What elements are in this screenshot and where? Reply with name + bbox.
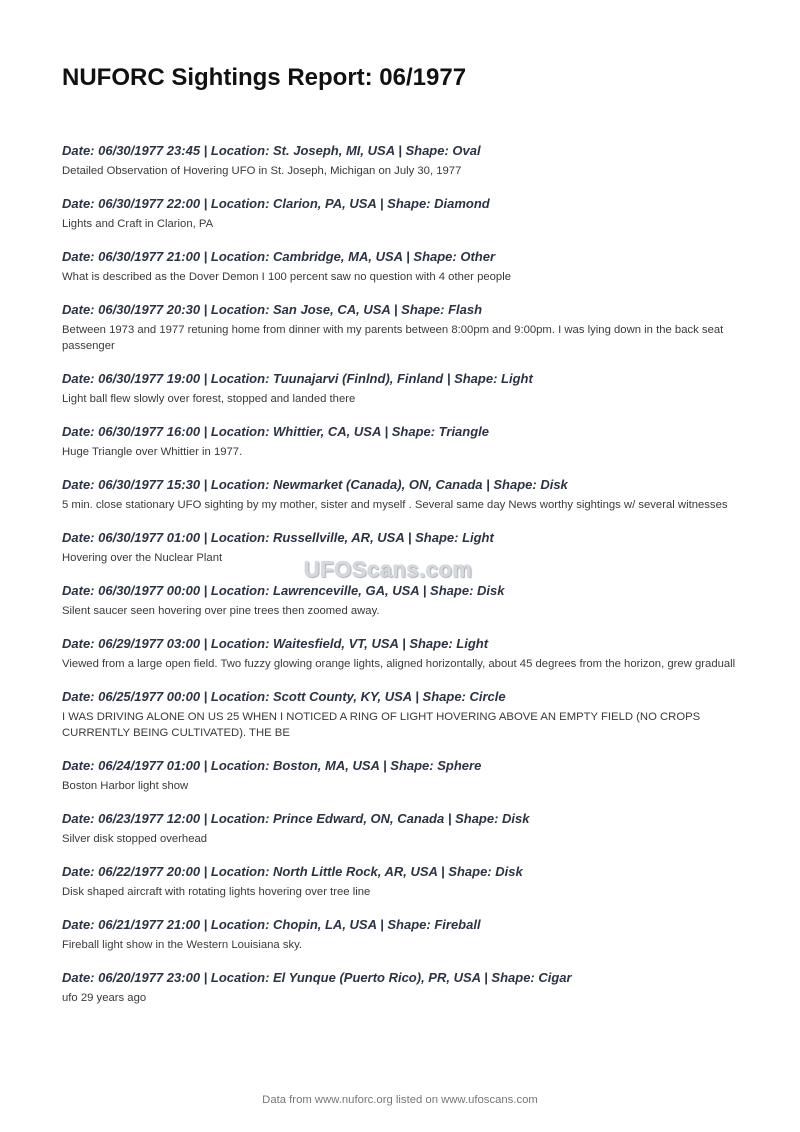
sighting-entry — [62, 302, 742, 354]
sighting-entry — [62, 689, 742, 741]
sighting-description: Fireball light show in the Western Louisiana sky. — [62, 939, 303, 951]
sighting-description: What is described as the Dover Demon I 100 percent saw no question with 4 other people — [62, 271, 511, 283]
sighting-description: Silver disk stopped overhead — [62, 833, 208, 845]
page-footer: Data from www.nuforc.org listed on www.ufoscans.com — [262, 1094, 538, 1106]
sighting-heading: Date: 06/23/1977 12:00 | Location: Prince Edward, ON, Canada | Shape: Disk — [62, 811, 530, 826]
sighting-heading: Date: 06/25/1977 00:00 | Location: Scott County, KY, USA | Shape: Circle — [62, 689, 506, 704]
sighting-description: Detailed Observation of Hovering UFO in St. Joseph, Michigan on July 30, 1977 — [62, 165, 462, 177]
sighting-entry — [62, 196, 742, 232]
sighting-description: I WAS DRIVING ALONE ON US 25 WHEN I NOTICED A RING OF LIGHT HOVERING ABOVE AN EMPTY FIELD (NO CROPS CURRENTLY BEING CULTIVATED). THE BE — [62, 711, 701, 739]
sighting-heading: Date: 06/30/1977 00:00 | Location: Lawrenceville, GA, USA | Shape: Disk — [62, 583, 505, 598]
sighting-description: Viewed from a large open field. Two fuzzy glowing orange lights, aligned horizontally, about 45 degrees from the horizon, grew graduall — [62, 658, 736, 670]
sighting-entry — [62, 371, 742, 407]
sighting-entry — [62, 530, 742, 566]
sighting-entry — [62, 143, 742, 179]
sighting-entry — [62, 424, 742, 460]
sighting-heading: Date: 06/29/1977 03:00 | Location: Waitesfield, VT, USA | Shape: Light — [62, 636, 489, 651]
sighting-entry — [62, 477, 742, 513]
sighting-heading: Date: 06/24/1977 01:00 | Location: Boston, MA, USA | Shape: Sphere — [62, 758, 482, 773]
sighting-description: Disk shaped aircraft with rotating lights hovering over tree line — [62, 886, 371, 898]
sighting-description: 5 min. close stationary UFO sighting by my mother, sister and myself . Several same day News worthy sightings w/ several witnesses — [62, 499, 728, 511]
sighting-heading: Date: 06/30/1977 23:45 | Location: St. Joseph, MI, USA | Shape: Oval — [62, 143, 481, 158]
sighting-heading: Date: 06/30/1977 19:00 | Location: Tuunajarvi (Finlnd), Finland | Shape: Light — [62, 371, 533, 386]
sighting-description: ufo 29 years ago — [62, 992, 147, 1004]
sighting-entry — [62, 758, 742, 794]
sighting-heading: Date: 06/21/1977 21:00 | Location: Chopin, LA, USA | Shape: Fireball — [62, 917, 481, 932]
sighting-entry — [62, 249, 742, 285]
sighting-heading: Date: 06/30/1977 22:00 | Location: Clarion, PA, USA | Shape: Diamond — [62, 196, 490, 211]
sighting-heading: Date: 06/30/1977 21:00 | Location: Cambridge, MA, USA | Shape: Other — [62, 249, 496, 264]
sighting-entry — [62, 583, 742, 619]
sighting-heading: Date: 06/30/1977 20:30 | Location: San Jose, CA, USA | Shape: Flash — [62, 302, 483, 317]
sighting-entry — [62, 970, 742, 1006]
sightings-list — [62, 143, 742, 1023]
sighting-heading: Date: 06/30/1977 16:00 | Location: Whittier, CA, USA | Shape: Triangle — [62, 424, 490, 439]
page-title: NUFORC Sightings Report: 06/1977 — [62, 64, 467, 91]
sighting-description: Silent saucer seen hovering over pine trees then zoomed away. — [62, 605, 380, 617]
sighting-entry — [62, 811, 742, 847]
sighting-heading: Date: 06/30/1977 01:00 | Location: Russellville, AR, USA | Shape: Light — [62, 530, 494, 545]
sighting-description: Huge Triangle over Whittier in 1977. — [62, 446, 243, 458]
sighting-heading: Date: 06/30/1977 15:30 | Location: Newmarket (Canada), ON, Canada | Shape: Disk — [62, 477, 568, 492]
sighting-description: Light ball flew slowly over forest, stopped and landed there — [62, 393, 356, 405]
sighting-description: Between 1973 and 1977 retuning home from dinner with my parents between 8:00pm and 9:00pm. I was lying down in the back seat passenger — [62, 324, 724, 352]
sighting-entry — [62, 917, 742, 953]
sighting-description: Hovering over the Nuclear Plant — [62, 552, 223, 564]
sighting-description: Boston Harbor light show — [62, 780, 189, 792]
sighting-entry — [62, 864, 742, 900]
sighting-heading: Date: 06/20/1977 23:00 | Location: El Yunque (Puerto Rico), PR, USA | Shape: Cigar — [62, 970, 572, 985]
sighting-heading: Date: 06/22/1977 20:00 | Location: North Little Rock, AR, USA | Shape: Disk — [62, 864, 523, 879]
sighting-entry — [62, 636, 742, 672]
sighting-description: Lights and Craft in Clarion, PA — [62, 218, 214, 230]
ufoscans-watermark: UFOScans.com — [304, 557, 473, 582]
